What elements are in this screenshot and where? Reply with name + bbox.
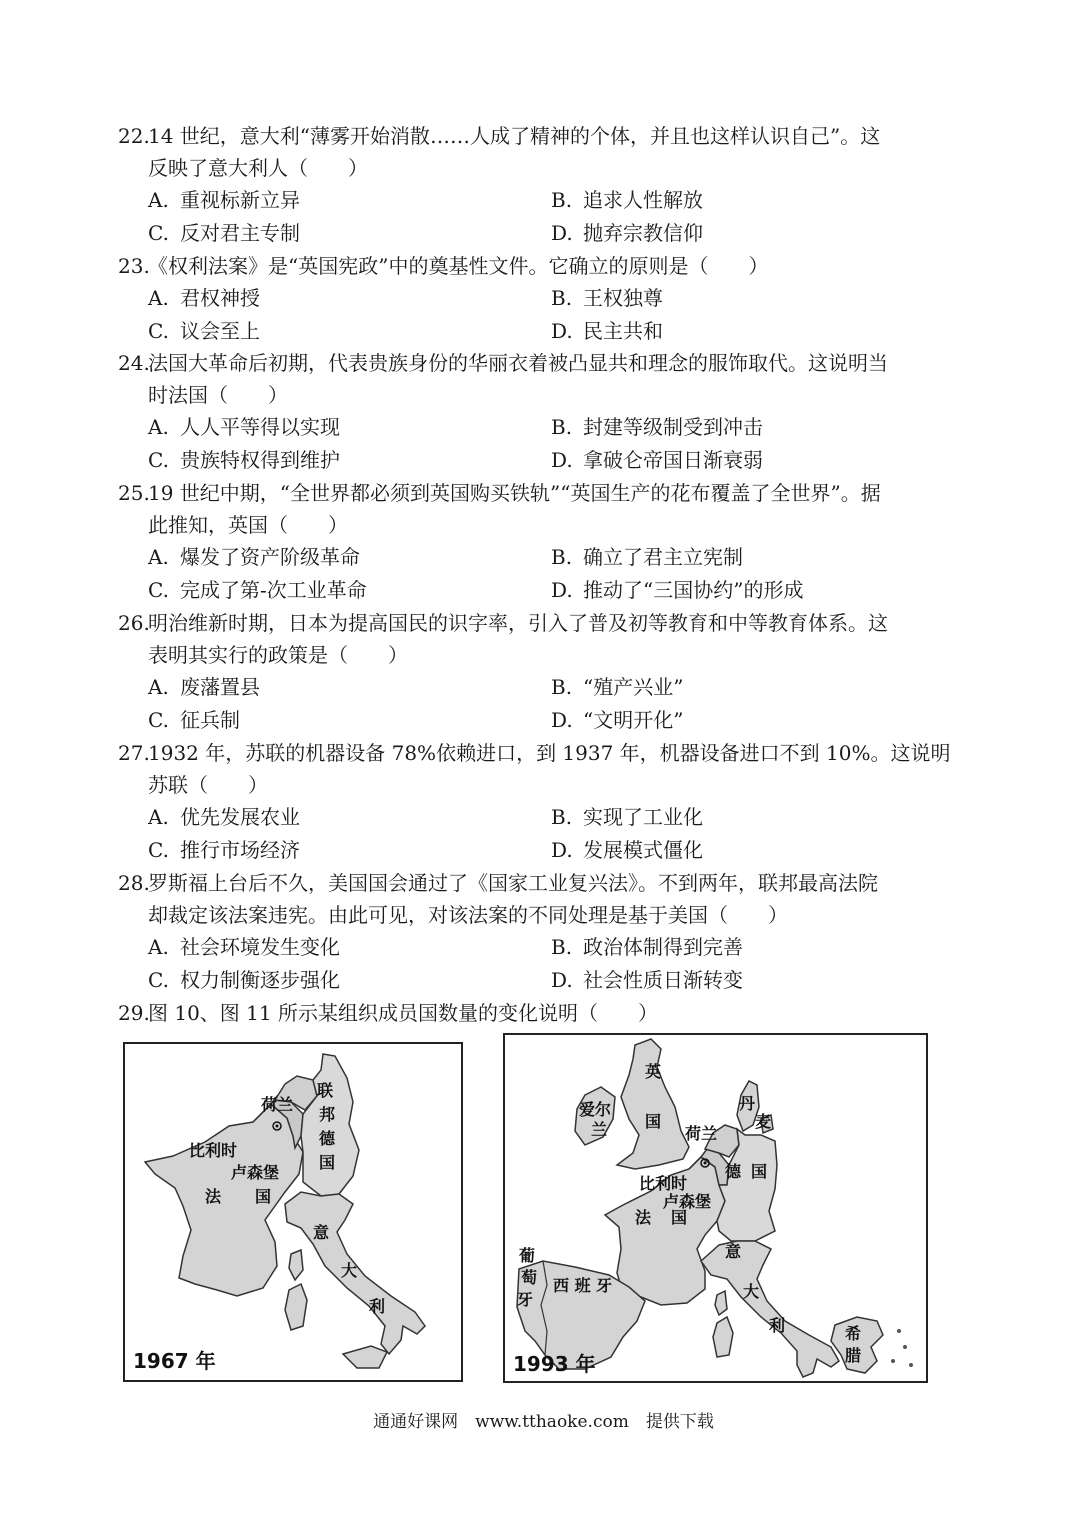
label-uk-1: 英 bbox=[645, 1062, 662, 1081]
sicily-shape bbox=[343, 1346, 387, 1368]
label-italy-1: 意 bbox=[313, 1223, 330, 1242]
question-stem: 罗斯福上台后不久，美国国会通过了《国家工业复兴法》。不到两年，联邦最高法院 bbox=[148, 871, 878, 895]
option-b[interactable]: B. 追求人性解放 bbox=[551, 188, 703, 212]
label-frg-4: 国 bbox=[319, 1153, 336, 1172]
question-stem-continued: 表明其实行的政策是（ ） bbox=[148, 643, 408, 667]
label-italy-1: 意 bbox=[725, 1242, 742, 1261]
question-stem: 明治维新时期，日本为提高国民的识字率，引入了普及初等教育和中等教育体系。这 bbox=[148, 611, 888, 635]
option-b[interactable]: B. 确立了君主立宪制 bbox=[551, 545, 743, 569]
option-c[interactable]: C. 反对君主专制 bbox=[148, 221, 300, 245]
option-c[interactable]: C. 推行市场经济 bbox=[148, 838, 300, 862]
label-netherlands: 荷兰 bbox=[261, 1095, 294, 1114]
label-france-1: 法 bbox=[635, 1208, 652, 1227]
options-24 bbox=[148, 411, 968, 477]
france-shape bbox=[145, 1104, 303, 1296]
question-number: 25. bbox=[118, 481, 150, 505]
west-germany-shape bbox=[301, 1054, 359, 1196]
corsica-shape bbox=[715, 1291, 727, 1315]
question-28 bbox=[118, 867, 978, 931]
option-b[interactable]: B. 王权独尊 bbox=[551, 286, 663, 310]
sardinia-shape bbox=[285, 1284, 307, 1330]
label-italy-3: 利 bbox=[769, 1316, 786, 1335]
label-france-1: 法 bbox=[205, 1187, 222, 1206]
label-frg-1: 联 bbox=[317, 1081, 334, 1100]
option-b[interactable]: B. 实现了工业化 bbox=[551, 805, 703, 829]
option-d[interactable]: D. 推动了“三国协约”的形成 bbox=[551, 578, 804, 602]
option-a[interactable]: A. 爆发了资产阶级革命 bbox=[148, 545, 360, 569]
label-greece-2: 腊 bbox=[845, 1346, 862, 1365]
option-d[interactable]: D. “文明开化” bbox=[551, 708, 684, 732]
label-netherlands: 荷兰 bbox=[685, 1124, 718, 1143]
option-d[interactable]: D. 发展模式僵化 bbox=[551, 838, 703, 862]
question-stem-continued: 反映了意大利人（ ） bbox=[148, 156, 368, 180]
label-spain: 西 班 牙 bbox=[553, 1276, 613, 1295]
question-number: 28. bbox=[118, 871, 150, 895]
label-portugal-1: 葡 bbox=[519, 1246, 536, 1265]
option-a[interactable]: A. 君权神授 bbox=[148, 286, 260, 310]
label-denmark-1: 丹 bbox=[739, 1094, 756, 1113]
question-22 bbox=[118, 120, 978, 184]
question-number: 27. bbox=[118, 741, 150, 765]
question-stem: 法国大革命后初期，代表贵族身份的华丽衣着被凸显共和理念的服饰取代。这说明当 bbox=[148, 351, 888, 375]
question-stem: 1932 年，苏联的机器设备 78%依赖进口，到 1937 年，机器设备进口不到 10%。这说明 bbox=[148, 741, 951, 765]
question-29 bbox=[118, 997, 978, 1029]
label-belgium: 比利时 bbox=[639, 1174, 688, 1193]
label-italy-2: 大 bbox=[743, 1282, 760, 1301]
great-britain-shape bbox=[617, 1039, 689, 1169]
options-23 bbox=[148, 282, 968, 348]
question-number: 26. bbox=[118, 611, 150, 635]
option-b[interactable]: B. “殖产兴业” bbox=[551, 675, 684, 699]
options-26 bbox=[148, 671, 968, 737]
label-italy-3: 利 bbox=[369, 1297, 386, 1316]
option-a[interactable]: A. 重视标新立异 bbox=[148, 188, 300, 212]
label-italy-2: 大 bbox=[341, 1261, 358, 1280]
map-1967 bbox=[123, 1042, 463, 1382]
label-greece-1: 希 bbox=[845, 1324, 862, 1343]
options-22 bbox=[148, 184, 968, 250]
label-ireland-2: 兰 bbox=[591, 1120, 608, 1139]
label-uk-2: 国 bbox=[645, 1112, 662, 1131]
label-frg-3: 德 bbox=[319, 1129, 336, 1148]
question-number: 23. bbox=[118, 254, 150, 278]
question-stem: 14 世纪，意大利“薄雾开始消散……人成了精神的个体，并且也这样认识自己”。这 bbox=[148, 124, 881, 148]
option-b[interactable]: B. 封建等级制受到冲击 bbox=[551, 415, 763, 439]
question-stem: 图 10、图 11 所示某组织成员国数量的变化说明（ ） bbox=[148, 1001, 658, 1025]
option-d[interactable]: D. 拿破仑帝国日渐衰弱 bbox=[551, 448, 763, 472]
option-c[interactable]: C. 权力制衡逐步强化 bbox=[148, 968, 340, 992]
label-frg-2: 邦 bbox=[319, 1105, 336, 1124]
label-portugal-3: 牙 bbox=[517, 1290, 534, 1309]
option-c[interactable]: C. 征兵制 bbox=[148, 708, 240, 732]
map-1993-svg bbox=[505, 1035, 926, 1381]
label-france-2: 国 bbox=[255, 1187, 272, 1206]
options-25 bbox=[148, 541, 968, 607]
label-luxembourg: 卢森堡 bbox=[663, 1192, 712, 1211]
map-year-label: 1993 年 bbox=[513, 1352, 596, 1376]
page-footer: 通通好课网 www.tthaoke.com 提供下载 bbox=[373, 1412, 714, 1432]
question-number: 24. bbox=[118, 351, 150, 375]
option-d[interactable]: D. 民主共和 bbox=[551, 319, 663, 343]
question-stem-continued: 却裁定该法案违宪。由此可见，对该法案的不同处理是基于美国（ ） bbox=[148, 903, 788, 927]
option-c[interactable]: C. 贵族特权得到维护 bbox=[148, 448, 340, 472]
options-28 bbox=[148, 931, 968, 997]
option-d[interactable]: D. 抛弃宗教信仰 bbox=[551, 221, 703, 245]
question-27 bbox=[118, 737, 978, 801]
question-number: 29. bbox=[118, 1001, 150, 1025]
map-year-label: 1967 年 bbox=[133, 1349, 216, 1373]
corsica-shape bbox=[289, 1250, 303, 1280]
label-portugal-2: 萄 bbox=[521, 1268, 538, 1287]
option-d[interactable]: D. 社会性质日渐转变 bbox=[551, 968, 743, 992]
question-stem-continued: 时法国（ ） bbox=[148, 383, 288, 407]
option-a[interactable]: A. 废藩置县 bbox=[148, 675, 260, 699]
option-a[interactable]: A. 人人平等得以实现 bbox=[148, 415, 340, 439]
question-25 bbox=[118, 477, 978, 541]
question-stem: 《权利法案》是“英国宪政”中的奠基性文件。它确立的原则是（ ） bbox=[148, 254, 769, 278]
label-denmark-2: 麦 bbox=[755, 1112, 772, 1131]
label-luxembourg: 卢森堡 bbox=[231, 1163, 280, 1182]
sardinia-shape bbox=[713, 1317, 733, 1357]
map-1993 bbox=[503, 1033, 928, 1383]
label-france-2: 国 bbox=[671, 1208, 688, 1227]
question-23 bbox=[118, 250, 978, 282]
question-stem-continued: 苏联（ ） bbox=[148, 773, 268, 797]
label-germany-1: 德 bbox=[725, 1162, 742, 1181]
question-stem-continued: 此推知，英国（ ） bbox=[148, 513, 348, 537]
option-c[interactable]: C. 完成了第-次工业革命 bbox=[148, 578, 367, 602]
question-24 bbox=[118, 347, 978, 411]
map-1967-svg bbox=[125, 1044, 461, 1380]
question-number: 22. bbox=[118, 124, 150, 148]
label-germany-2: 国 bbox=[751, 1162, 768, 1181]
option-a[interactable]: A. 社会环境发生变化 bbox=[148, 935, 340, 959]
question-26 bbox=[118, 607, 978, 671]
label-ireland-1: 爱尔 bbox=[579, 1100, 612, 1119]
option-a[interactable]: A. 优先发展农业 bbox=[148, 805, 300, 829]
option-c[interactable]: C. 议会至上 bbox=[148, 319, 260, 343]
option-b[interactable]: B. 政治体制得到完善 bbox=[551, 935, 743, 959]
options-27 bbox=[148, 801, 968, 867]
label-belgium: 比利时 bbox=[189, 1141, 238, 1160]
question-stem: 19 世纪中期，“全世界都必须到英国购买铁轨”“英国生产的花布覆盖了全世界”。据 bbox=[148, 481, 881, 505]
